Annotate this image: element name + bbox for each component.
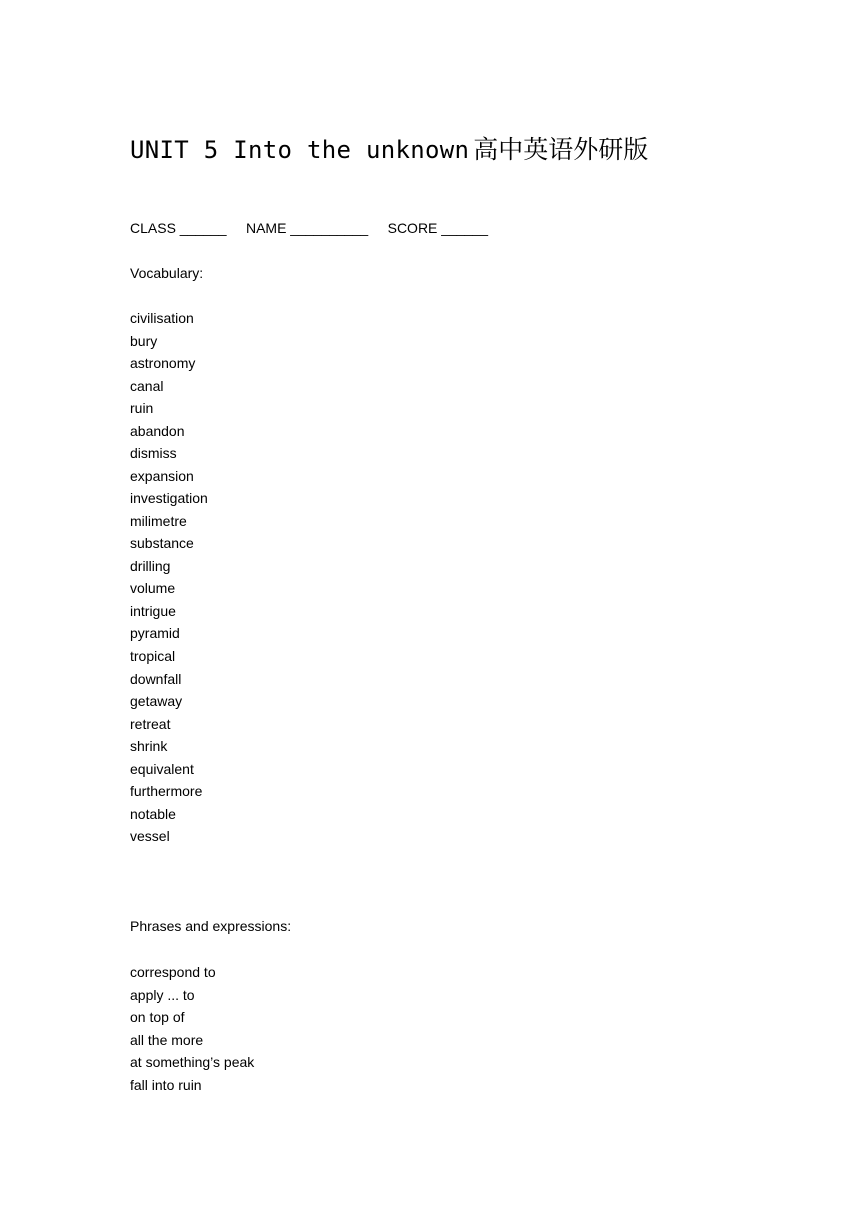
vocabulary-item: getaway <box>130 693 183 710</box>
vocabulary-heading: Vocabulary: <box>130 265 204 281</box>
phrases-heading: Phrases and expressions: <box>130 918 292 934</box>
vocabulary-item: expansion <box>130 467 194 484</box>
vocabulary-item: dismiss <box>130 445 177 462</box>
phrase-item: correspond to <box>130 964 216 980</box>
phrases-list <box>130 961 254 1096</box>
title-textbook-edition: 高中英语外研版 <box>473 135 649 164</box>
vocabulary-item: furthermore <box>130 783 203 800</box>
vocabulary-item: substance <box>130 535 194 552</box>
vocabulary-item: equivalent <box>130 760 194 777</box>
vocabulary-item: vessel <box>130 828 170 845</box>
vocabulary-item: notable <box>130 805 176 822</box>
vocabulary-item: downfall <box>130 670 182 687</box>
vocabulary-item: retreat <box>130 715 171 732</box>
vocabulary-item: shrink <box>130 738 168 755</box>
vocabulary-list <box>130 307 208 848</box>
phrase-item: all the more <box>130 1031 204 1048</box>
vocabulary-item: drilling <box>130 557 171 574</box>
title-unit-name: UNIT 5 Into the unknown <box>130 136 470 164</box>
phrase-item: apply ... to <box>130 986 195 1003</box>
vocabulary-item: pyramid <box>130 625 180 642</box>
vocabulary-item: bury <box>130 332 158 349</box>
vocabulary-item: astronomy <box>130 355 196 372</box>
vocabulary-item: civilisation <box>130 310 194 326</box>
vocabulary-item: volume <box>130 580 176 597</box>
page-title <box>130 133 648 167</box>
student-info-line: CLASS ______ NAME __________ SCORE ______ <box>130 220 489 236</box>
vocabulary-item: intrigue <box>130 602 176 619</box>
phrase-item: at something’s peak <box>130 1054 255 1071</box>
vocabulary-item: canal <box>130 377 164 394</box>
phrase-item: on top of <box>130 1009 185 1026</box>
vocabulary-item: abandon <box>130 422 185 439</box>
phrase-item: fall into ruin <box>130 1076 202 1093</box>
vocabulary-item: ruin <box>130 400 154 417</box>
vocabulary-item: tropical <box>130 647 176 664</box>
vocabulary-item: investigation <box>130 490 208 507</box>
vocabulary-item: milimetre <box>130 512 187 529</box>
